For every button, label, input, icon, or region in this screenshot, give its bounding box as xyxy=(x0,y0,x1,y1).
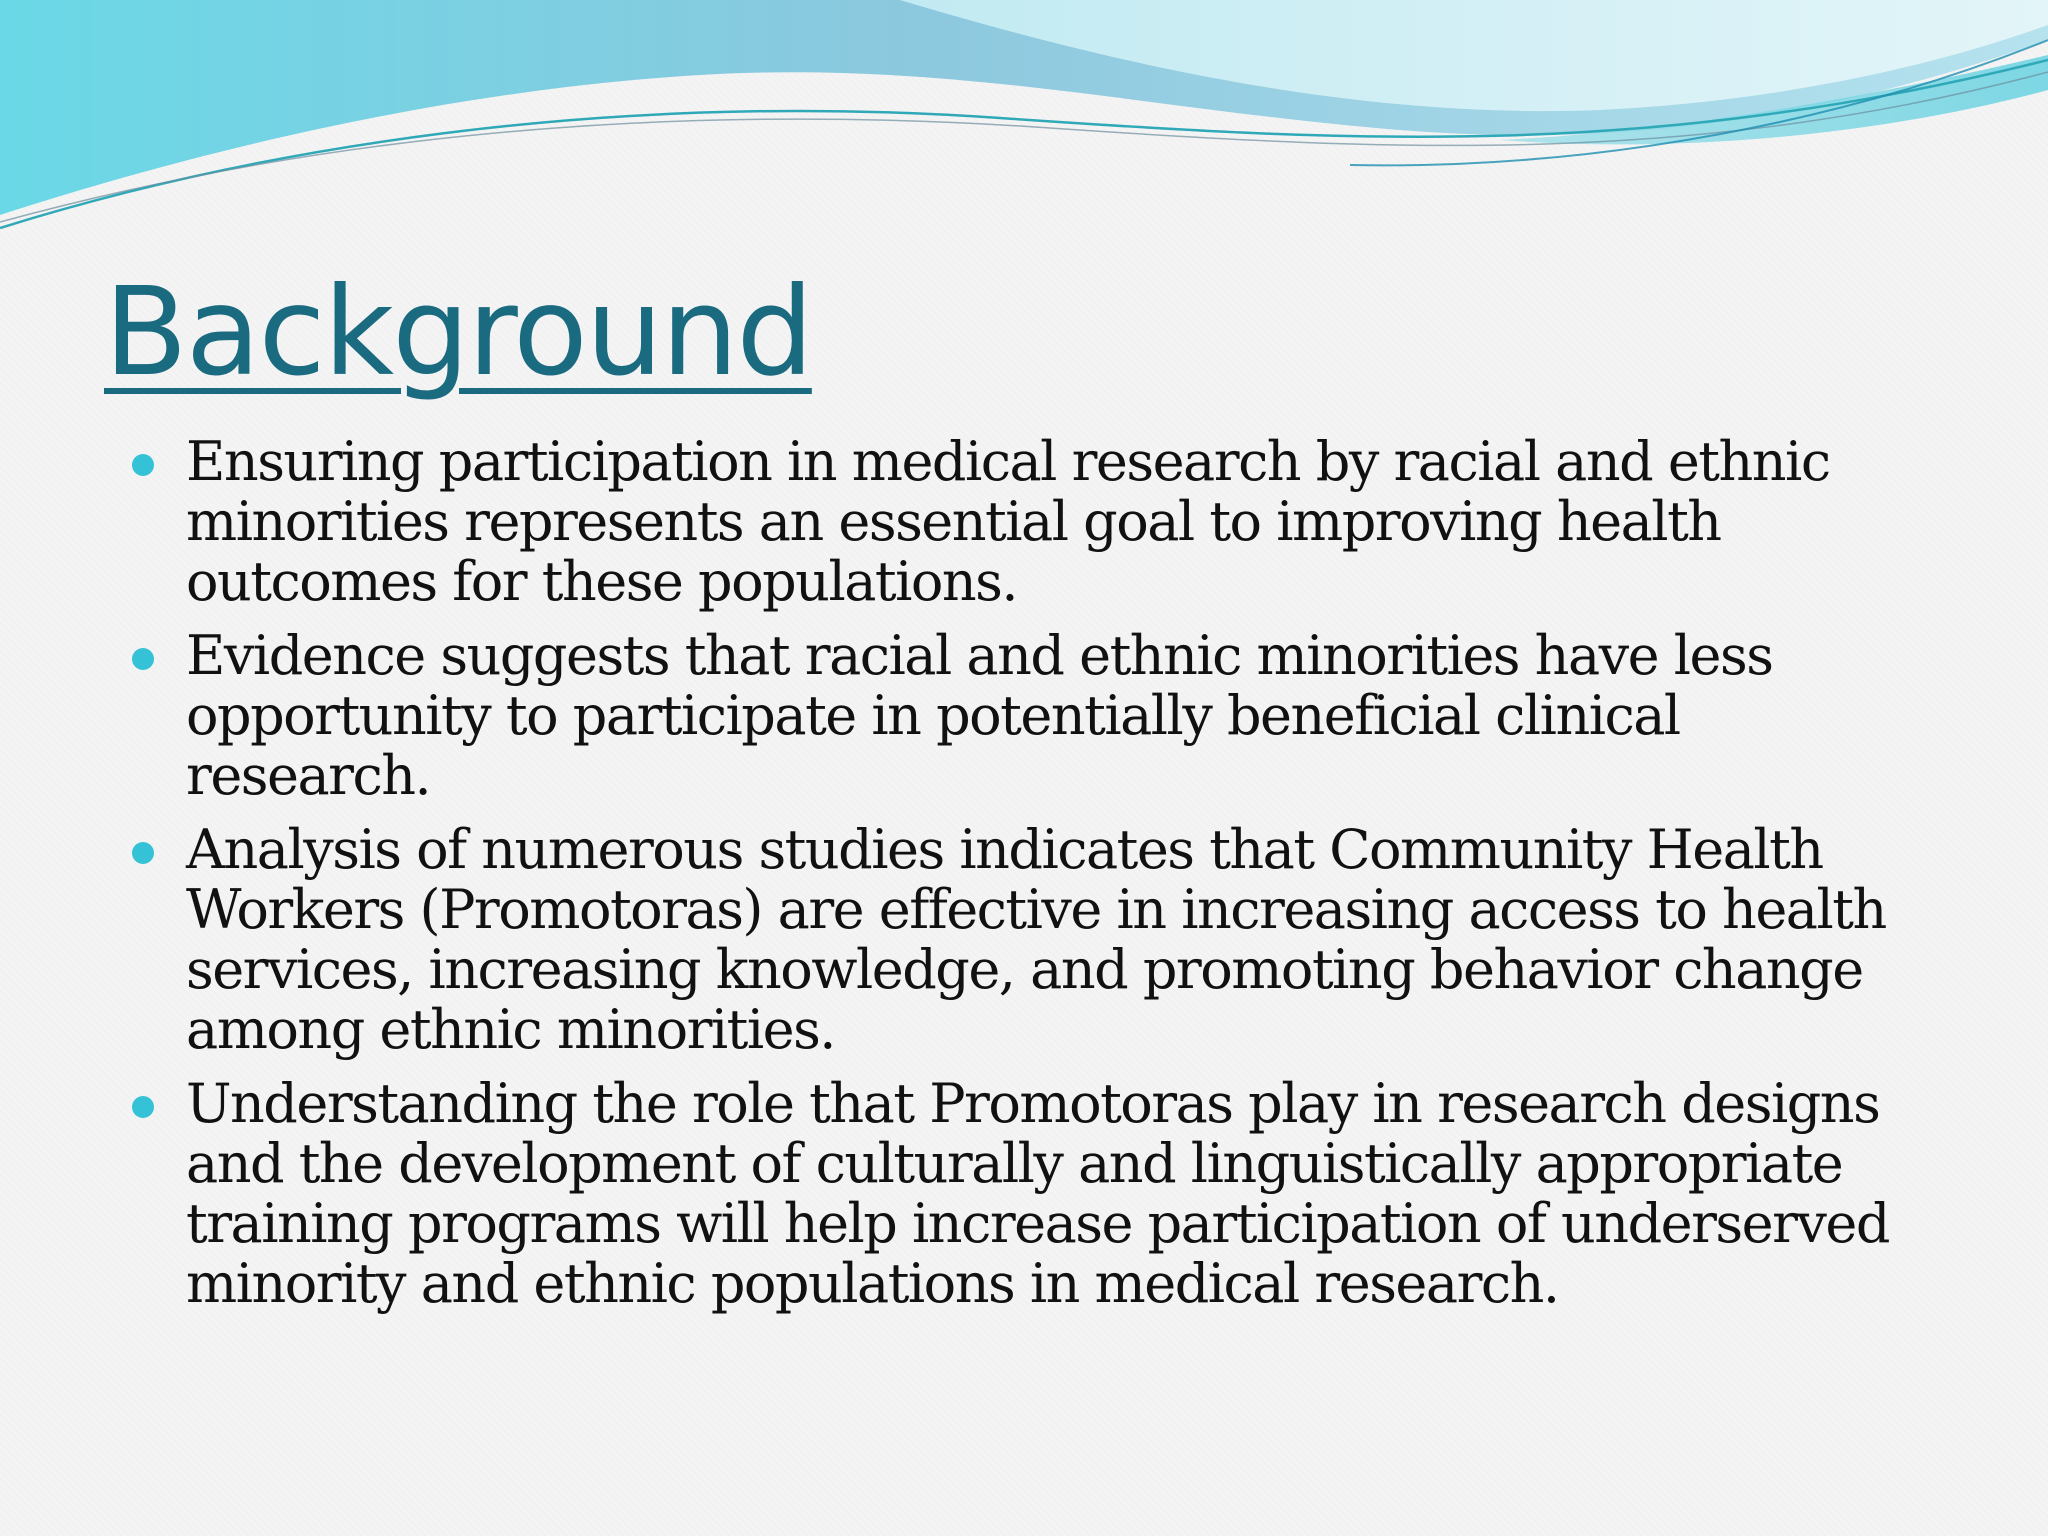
bullet-item xyxy=(128,1074,1928,1314)
bullet-dot-icon xyxy=(132,842,154,864)
bullet-list xyxy=(128,432,1928,1328)
bullet-item xyxy=(128,432,1928,612)
bullet-item xyxy=(128,820,1928,1060)
header-wave-decoration xyxy=(0,0,2048,240)
bullet-dot-icon xyxy=(132,454,154,476)
bullet-dot-icon xyxy=(132,648,154,670)
bullet-text: Analysis of numerous studies indicates that Community Health Workers (Promotoras) are effective in increasing access to health services, increasing knowledge, and promoting behavior change among ethnic minorities. xyxy=(186,818,1886,1061)
bullet-text: Ensuring participation in medical research by racial and ethnic minorities represents an essential goal to improving health outcomes for these populations. xyxy=(186,430,1830,613)
bullet-text: Understanding the role that Promotoras play in research designs and the development of culturally and linguistically appropriate training programs will help increase participation of underserved minority and ethnic populations in medical research. xyxy=(186,1072,1889,1315)
bullet-text: Evidence suggests that racial and ethnic minorities have less opportunity to participate in potentially beneficial clinical research. xyxy=(186,624,1773,807)
bullet-dot-icon xyxy=(132,1096,154,1118)
bullet-item xyxy=(128,626,1928,806)
slide-title: Background xyxy=(104,261,812,403)
